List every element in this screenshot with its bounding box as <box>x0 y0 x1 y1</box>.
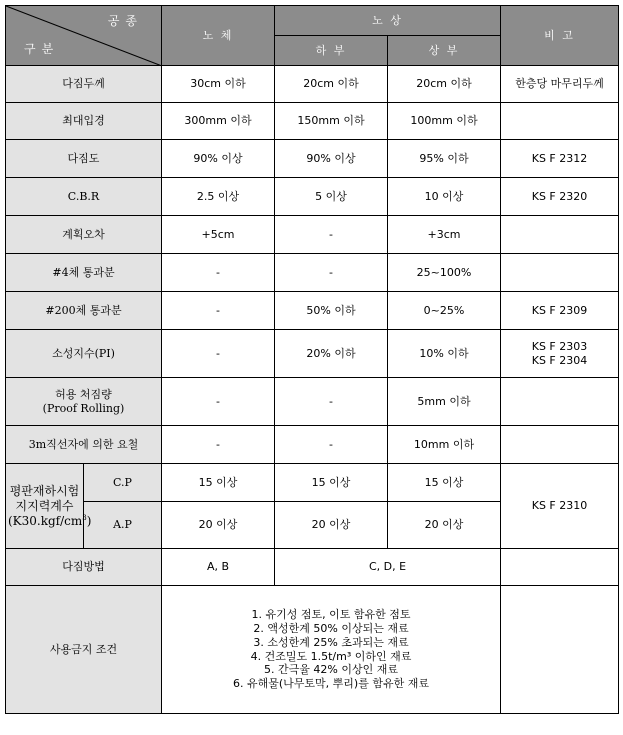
plate-load-unit: (K30.kgf/cm <box>8 513 83 528</box>
cell-subgrade: C, D, E <box>275 549 501 586</box>
table-row <box>6 549 619 586</box>
list-item: 5. 간극율 42% 이상인 재료 <box>264 663 398 677</box>
header-roadbed: 노 체 <box>162 6 275 66</box>
row-label: #200체 통과분 <box>6 292 162 330</box>
row-label-line-2: (Proof Rolling) <box>42 401 125 415</box>
cell-roadbed: - <box>162 254 275 292</box>
cell-lower: 5 이상 <box>275 178 388 216</box>
cell-roadbed: 30cm 이하 <box>162 66 275 103</box>
cell-upper: 10% 이하 <box>388 330 501 378</box>
cell-lower: 20cm 이하 <box>275 66 388 103</box>
cell-note <box>501 216 619 254</box>
table-row <box>6 378 619 426</box>
table-row <box>6 140 619 178</box>
cell-roadbed: 2.5 이상 <box>162 178 275 216</box>
cell-note: KS F 2312 <box>501 140 619 178</box>
cp-label: C.P <box>84 464 162 502</box>
cell-lower: - <box>275 254 388 292</box>
row-label: #4체 통과분 <box>6 254 162 292</box>
note-line-2: KS F 2304 <box>531 353 588 367</box>
list-item: 6. 유해물(나무토막, 뿌리)를 함유한 재료 <box>233 677 429 690</box>
cell-upper: 20 이상 <box>388 502 501 549</box>
cell-roadbed: 20 이상 <box>162 502 275 549</box>
cell-upper: 25~100% <box>388 254 501 292</box>
plate-load-unit-end: ) <box>86 513 92 528</box>
row-label: 계획오차 <box>6 216 162 254</box>
row-label: 다짐방법 <box>6 549 162 586</box>
cell-note <box>501 330 619 378</box>
row-label: 사용금지 조건 <box>6 586 162 714</box>
cell-upper: +3cm <box>388 216 501 254</box>
header-lower: 하 부 <box>275 36 388 66</box>
row-label: 다짐도 <box>6 140 162 178</box>
table-row <box>6 254 619 292</box>
cell-lower: 20% 이하 <box>275 330 388 378</box>
table-row <box>6 103 619 140</box>
plate-load-label-line-1: 평판재하시험 <box>9 483 80 498</box>
table-row <box>6 464 619 502</box>
cell-upper: 15 이상 <box>388 464 501 502</box>
table-row <box>6 178 619 216</box>
cell-note: KS F 2320 <box>501 178 619 216</box>
cell-note <box>501 378 619 426</box>
cell-lower: 50% 이하 <box>275 292 388 330</box>
row-label: 3m직선자에 의한 요철 <box>6 426 162 464</box>
cell-note <box>501 549 619 586</box>
cell-roadbed: 300mm 이하 <box>162 103 275 140</box>
cell-upper: 20cm 이하 <box>388 66 501 103</box>
list-item: 4. 건조밀도 1.5t/m³ 이하인 재료 <box>250 649 412 663</box>
prohibited-list <box>162 586 501 714</box>
cell-upper: 5mm 이하 <box>388 378 501 426</box>
cell-roadbed: - <box>162 330 275 378</box>
table-row <box>6 216 619 254</box>
list-item: 2. 액성한계 50% 이상되는 재료 <box>253 622 409 635</box>
header-note: 비 고 <box>501 6 619 66</box>
plate-load-label-line-3 <box>8 513 92 529</box>
corner-label-top: 공종 <box>107 14 143 28</box>
cell-note: KS F 2310 <box>501 464 619 549</box>
cell-note <box>501 254 619 292</box>
table-row <box>6 330 619 378</box>
row-label <box>6 378 162 426</box>
list-item: 1. 유기성 점토, 이토 함유한 점토 <box>251 608 411 622</box>
table-row <box>6 586 619 714</box>
cell-note <box>501 426 619 464</box>
header-upper: 상 부 <box>388 36 501 66</box>
row-label-line-1: 허용 처짐량 <box>55 387 112 401</box>
cell-upper: 10 이상 <box>388 178 501 216</box>
cell-lower: 90% 이상 <box>275 140 388 178</box>
cell-upper: 100mm 이하 <box>388 103 501 140</box>
cell-note: KS F 2309 <box>501 292 619 330</box>
cell-lower: 15 이상 <box>275 464 388 502</box>
cell-roadbed: - <box>162 292 275 330</box>
cell-roadbed: 15 이상 <box>162 464 275 502</box>
table-row <box>6 426 619 464</box>
cell-lower: 150mm 이하 <box>275 103 388 140</box>
row-label: 소성지수(PI) <box>6 330 162 378</box>
cell-lower: - <box>275 426 388 464</box>
row-label: 최대입경 <box>6 103 162 140</box>
corner-label-bottom: 구분 <box>24 42 60 56</box>
plate-load-unit-sup: 3 <box>82 513 87 522</box>
row-label: C.B.R <box>6 178 162 216</box>
cell-lower: - <box>275 216 388 254</box>
table-row <box>6 292 619 330</box>
compaction-spec-table <box>5 5 619 714</box>
cell-roadbed: - <box>162 426 275 464</box>
plate-load-label-line-2: 지지력계수 <box>15 498 74 513</box>
cell-roadbed: A, B <box>162 549 275 586</box>
table-row <box>6 66 619 103</box>
header-subgrade: 노 상 <box>275 6 501 36</box>
row-label: 다짐두께 <box>6 66 162 103</box>
cell-upper: 95% 이하 <box>388 140 501 178</box>
cell-note: 한층당 마무리두께 <box>501 66 619 103</box>
cell-roadbed: +5cm <box>162 216 275 254</box>
cell-upper: 10mm 이하 <box>388 426 501 464</box>
header-corner-cell <box>6 6 162 66</box>
cell-note <box>501 586 619 714</box>
list-item: 3. 소성한계 25% 초과되는 재료 <box>253 635 409 649</box>
cell-roadbed: - <box>162 378 275 426</box>
cell-roadbed: 90% 이상 <box>162 140 275 178</box>
cell-note <box>501 103 619 140</box>
plate-load-label <box>6 464 92 549</box>
cell-lower: - <box>275 378 388 426</box>
note-line-1: KS F 2303 <box>531 339 588 353</box>
cell-lower: 20 이상 <box>275 502 388 549</box>
ap-label: A.P <box>84 502 162 549</box>
cell-upper: 0~25% <box>388 292 501 330</box>
